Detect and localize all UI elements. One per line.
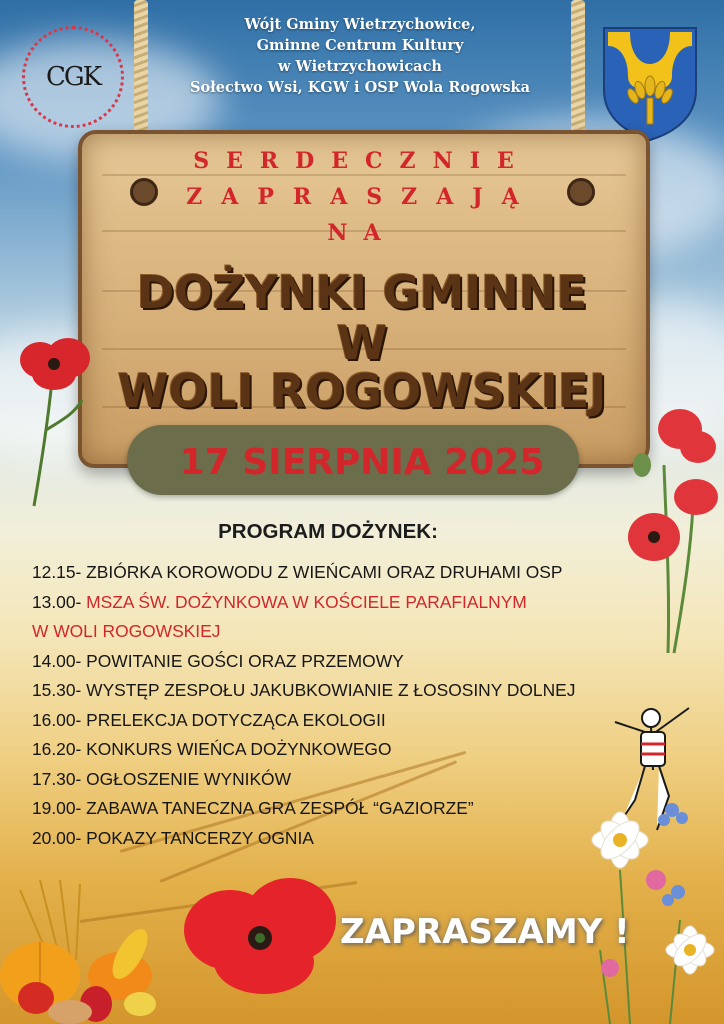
program-item	[32, 558, 712, 588]
program-time: 19.00-	[32, 798, 82, 818]
program-desc: WYSTĘP ZESPOŁU JAKUBKOWIANIE Z ŁOSOSINY DOLNEJ	[86, 680, 576, 700]
organizer-line: w Wietrzychowicach	[278, 58, 442, 75]
organizer-line: Sołectwo Wsi, KGW i OSP Wola Rogowska	[190, 79, 530, 96]
program-desc: MSZA ŚW. DOŻYNKOWA W KOŚCIELE PARAFIALNYM	[86, 591, 527, 612]
coat-of-arms-icon	[600, 24, 700, 142]
program-time: 12.15-	[32, 562, 82, 582]
poppy-icon	[624, 405, 724, 655]
closing-text: ZAPRASZAMY !	[340, 912, 630, 952]
invite-line: NA	[327, 220, 397, 246]
program-desc: W WOLI ROGOWSKIEJ	[32, 621, 221, 641]
organizers	[150, 14, 570, 98]
program-desc: POWITANIE GOŚCI ORAZ PRZEMOWY	[86, 650, 404, 671]
event-title: DOŻYNKI GMINNE	[136, 266, 588, 319]
harvest-vegetables-icon	[0, 880, 170, 1024]
poppy-icon	[12, 330, 102, 510]
event-title: W	[336, 316, 388, 370]
program-item	[32, 588, 712, 618]
program-time: 20.00-	[32, 827, 82, 848]
program-desc: POKAZY TANCERZY OGNIA	[86, 827, 314, 848]
organizer-line: Wójt Gminy Wietrzychowice,	[244, 16, 476, 33]
program-time: 13.00-	[32, 591, 82, 612]
program-item	[32, 647, 712, 677]
event-title: WOLI ROGOWSKIEJ	[117, 364, 607, 418]
program-time: 14.00-	[32, 650, 82, 671]
program-time: 16.00-	[32, 709, 82, 730]
program-desc: PRELEKCJA DOTYCZĄCA EKOLOGII	[86, 709, 386, 730]
program-time: 15.30-	[32, 680, 82, 700]
program-time: 17.30-	[32, 768, 82, 789]
event-date: 17 SIERPNIA 2025	[179, 442, 545, 483]
gck-logo-icon	[22, 26, 124, 128]
program-desc: ZBIÓRKA KOROWODU Z WIEŃCAMI ORAZ DRUHAMI OSP	[86, 562, 563, 582]
program-desc: KONKURS WIEŃCA DOŻYNKOWEGO	[86, 739, 392, 759]
logo-text: CGK	[45, 62, 101, 92]
poppy-flower-icon	[180, 870, 340, 1000]
invite-line: SERDECZNIE	[193, 148, 531, 174]
organizer-line: Gminne Centrum Kultury	[256, 37, 464, 54]
program-heading: PROGRAM DOŻYNEK:	[218, 520, 438, 543]
program-desc: OGŁOSZENIE WYNIKÓW	[86, 768, 291, 789]
program-time: 16.20-	[32, 739, 82, 759]
program-item-continuation	[32, 617, 712, 647]
program-desc: ZABAWA TANECZNA GRA ZESPÓŁ “GAZIORZE”	[86, 798, 474, 818]
invite-line: ZAPRASZAJĄ	[186, 184, 538, 210]
